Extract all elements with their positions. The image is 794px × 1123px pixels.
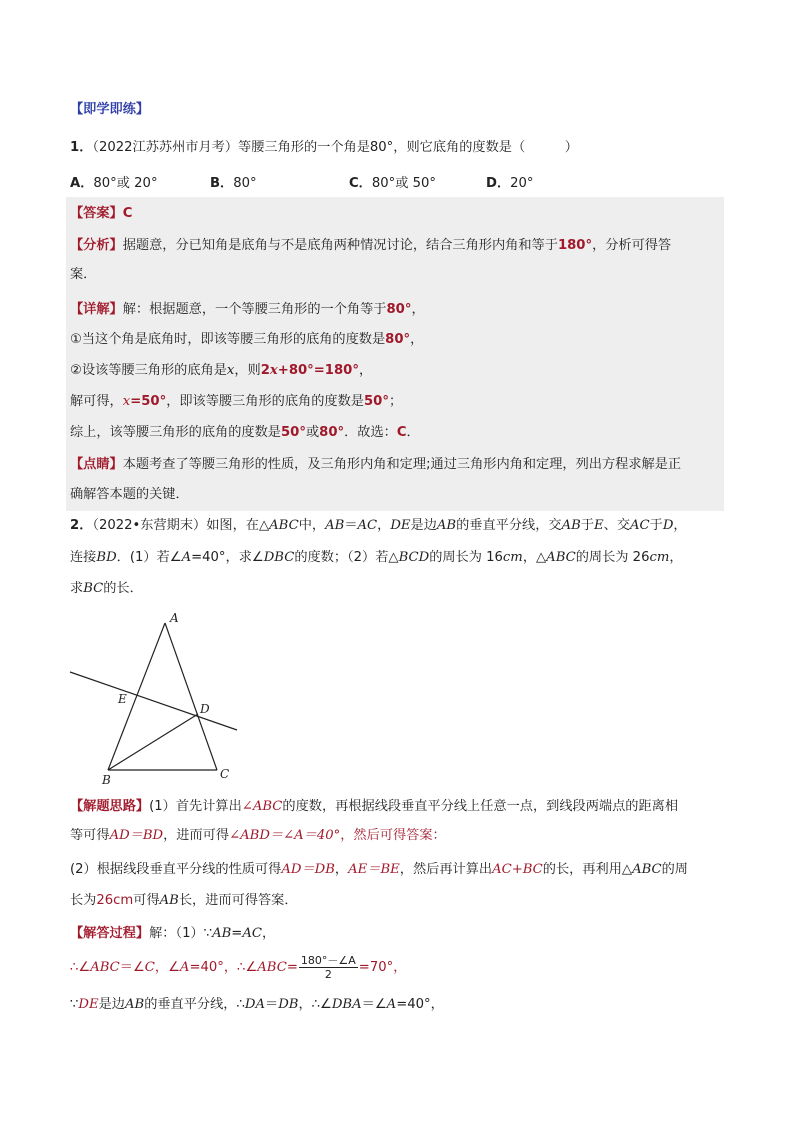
fraction: $\frac{180^\circ-\angle A}{2}$ <box>300 953 356 981</box>
q1-option-c: C．80°或 50° <box>349 176 437 191</box>
q1-question: 1．（2022江苏苏州市月考）等腰三角形的一个角是80°，则它底角的度数是（ ） <box>70 140 578 155</box>
q1-comment-line1: 【点睛】本题考查了等腰三角形的性质，及三角形内角和定理;通过三角形内角和定理，列出方程求解是正 <box>70 457 682 472</box>
q2-process-line3: ∵DE是边AB的垂直平分线，∴DA＝DB，∴∠DBA＝∠A=40°， <box>70 997 444 1012</box>
q2-process-line2: ∴∠ABC＝∠C，∠A=40°，∴∠ABC= $\frac{180^\circ-\angle A}{2}$ =70°， <box>70 953 407 981</box>
q2-process-line1: 【解答过程】解：（1）∵AB=AC， <box>70 926 276 941</box>
q1-case2: ②设该等腰三角形的底角是x，则2x+80°=180°， <box>70 363 373 378</box>
label-c: C <box>220 767 230 781</box>
q2-idea-line3: (2）根据线段垂直平分线的性质可得AD＝DB，AE＝BE，然后再计算出AC+BC的长，再利用△ABC的周 <box>70 862 688 877</box>
q1-comment-line2: 确解答本题的关键． <box>70 487 189 502</box>
segment-ab <box>108 623 165 770</box>
q1-option-b: B．80° <box>210 176 257 191</box>
q1-answer: 【答案】C <box>70 206 133 221</box>
q1-option-a: A．80°或 20° <box>70 176 158 191</box>
q2-line1: 2．（2022•东营期末）如图，在△ABC中，AB＝AC，DE是边AB的垂直平分线，交AB于E、交AC于D， <box>70 518 687 533</box>
q1-solve: 解可得，x=50°，即该等腰三角形的底角的度数是50°； <box>70 394 403 409</box>
label-d: D <box>200 702 210 716</box>
section-title: 【即学即练】 <box>70 102 150 117</box>
perpendicular-bisector-de <box>70 672 237 730</box>
label-b: B <box>102 773 111 787</box>
q2-idea-line1: 【解题思路】(1）首先计算出∠ABC的度数，再根据线段垂直平分线上任意一点，到线段两端点的距离相 <box>70 799 679 814</box>
label-a: A <box>170 611 179 625</box>
q1-analysis-line1: 【分析】据题意，分已知角是底角与不是底角两种情况讨论，结合三角形内角和等于180°，分析可得答 <box>70 238 672 253</box>
segment-bd <box>108 714 198 770</box>
label-e: E <box>118 692 127 706</box>
q1-option-d: D．20° <box>486 176 534 191</box>
q2-idea-line4: 长为26cm可得AB长，进而可得答案． <box>70 893 298 908</box>
segment-ac <box>165 623 217 770</box>
q2-idea-line2: 等可得AD＝BD，进而可得∠ABD＝∠A＝40°，然后可得答案： <box>70 828 446 843</box>
q2-line3: 求BC的长． <box>70 581 143 596</box>
triangle-figure <box>60 608 300 788</box>
q1-detail-line1: 【详解】解：根据题意，一个等腰三角形的一个角等于80°， <box>70 302 425 317</box>
q2-line2: 连接BD．(1）若∠A=40°，求∠DBC的度数；（2）若△BCD的周长为 16cm，△ABC的周长为 26cm， <box>70 550 683 565</box>
q1-analysis-line2: 案． <box>70 267 97 282</box>
q1-case1: ①当这个角是底角时，即该等腰三角形的底角的度数是80°， <box>70 332 424 347</box>
q1-summary: 综上，该等腰三角形的底角的度数是50°或80°．故选：C． <box>70 425 420 440</box>
